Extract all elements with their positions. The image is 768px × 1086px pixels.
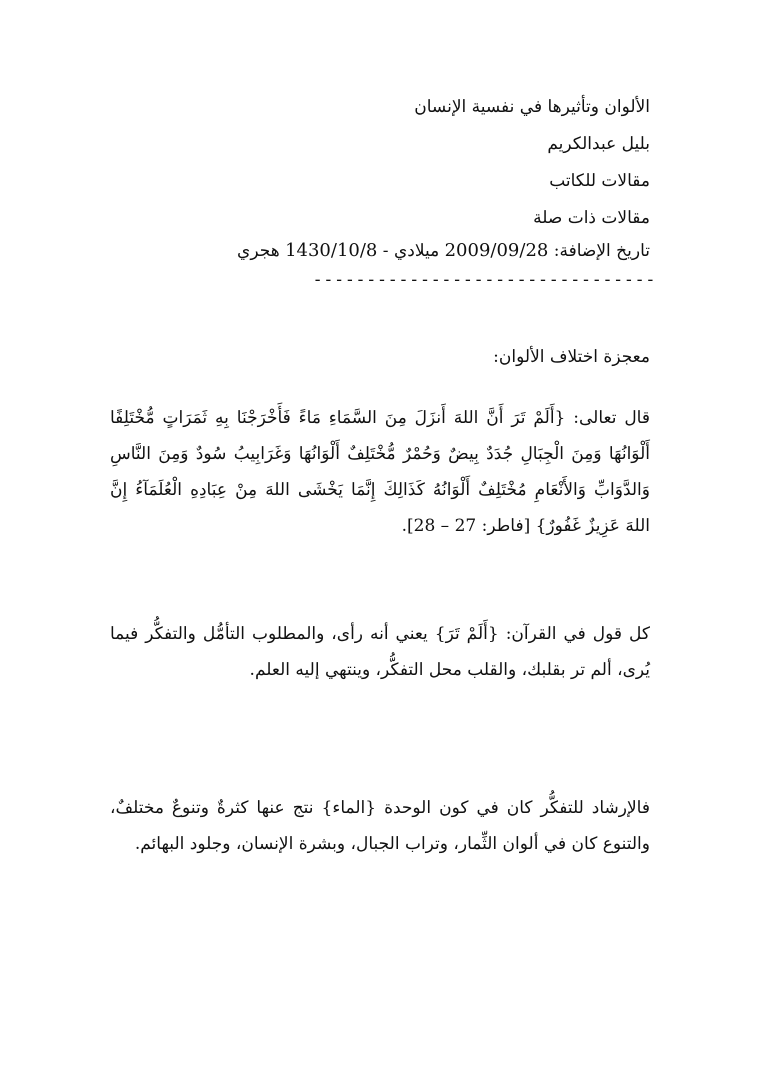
date-gregorian: 2009/09/28 xyxy=(444,240,549,261)
date-separator: - xyxy=(382,241,389,261)
article-title: الألوان وتأثيرها في نفسية الإنسان xyxy=(414,97,650,117)
verse-intro: قال تعالى: xyxy=(573,408,650,428)
reflection-text-a: كل قول في القرآن: xyxy=(505,624,650,644)
paragraph-verse xyxy=(110,400,650,544)
quran-verse: {أَلَمْ تَرَ أَنَّ اللهَ أَنزَلَ مِنَ السَّمَاءِ مَاءً فَأَخْرَجْنَا بِهِ ثَمَرَاتٍ مُّخْتَلِفًا أَلْوَانُهَا وَمِنَ الْجِبَالِ جُدَدٌ بِيضٌ وَحُمْرٌ مُّخْتَلِفٌ أَلْوَانُهَا وَغَرَابِيبُ سُودٌ وَمِنَ النَّاسِ وَالدَّوَابِّ وَالأَنْعَامِ مُخْتَلِفٌ أَلْوَانُهُ كَذَالِكَ إِنَّمَا يَخْشَى اللهَ مِنْ عِبَادِهِ الْعُلَمَآءُ إِنَّ اللهَ عَزِيزٌ غَفُورٌ} xyxy=(110,408,650,536)
separator-rule: -------------------------------- xyxy=(312,270,656,290)
reflection-verse: {أَلَمْ تَرَ} xyxy=(434,624,499,644)
date-gregorian-unit: ميلادي xyxy=(393,241,440,261)
date-label: تاريخ الإضافة: xyxy=(553,241,650,261)
date-line xyxy=(110,236,650,266)
paragraph-reflection xyxy=(110,616,650,688)
related-articles-link[interactable]: مقالات ذات صلة xyxy=(533,208,650,228)
date-hijri: 1430/10/8 xyxy=(285,240,378,261)
verse-citation: [فاطر: 27 – 28]. xyxy=(401,516,531,536)
author-name[interactable]: بليل عبدالكريم xyxy=(547,134,650,154)
author-articles-link[interactable]: مقالات للكاتب xyxy=(549,171,650,191)
section-heading: معجزة اختلاف الألوان: xyxy=(493,347,650,367)
date-hijri-unit: هجري xyxy=(237,241,280,261)
paragraph-guidance: فالإرشاد للتفكُّر كان في كون الوحدة {الماء} نتج عنها كثرةٌ وتنوعٌ مختلفٌ، والتنوع كان في ألوان الثِّمار، وتراب الجبال، وبشرة الإنسان، وجلود البهائم. xyxy=(110,798,650,854)
reflection-text-b: يعني أنه رأى، والمطلوب التأمُّل والتفكُّر فيما يُرى، ألم تر بقلبك، والقلب محل التفكُّر، وينتهي إليه العلم. xyxy=(110,624,650,680)
